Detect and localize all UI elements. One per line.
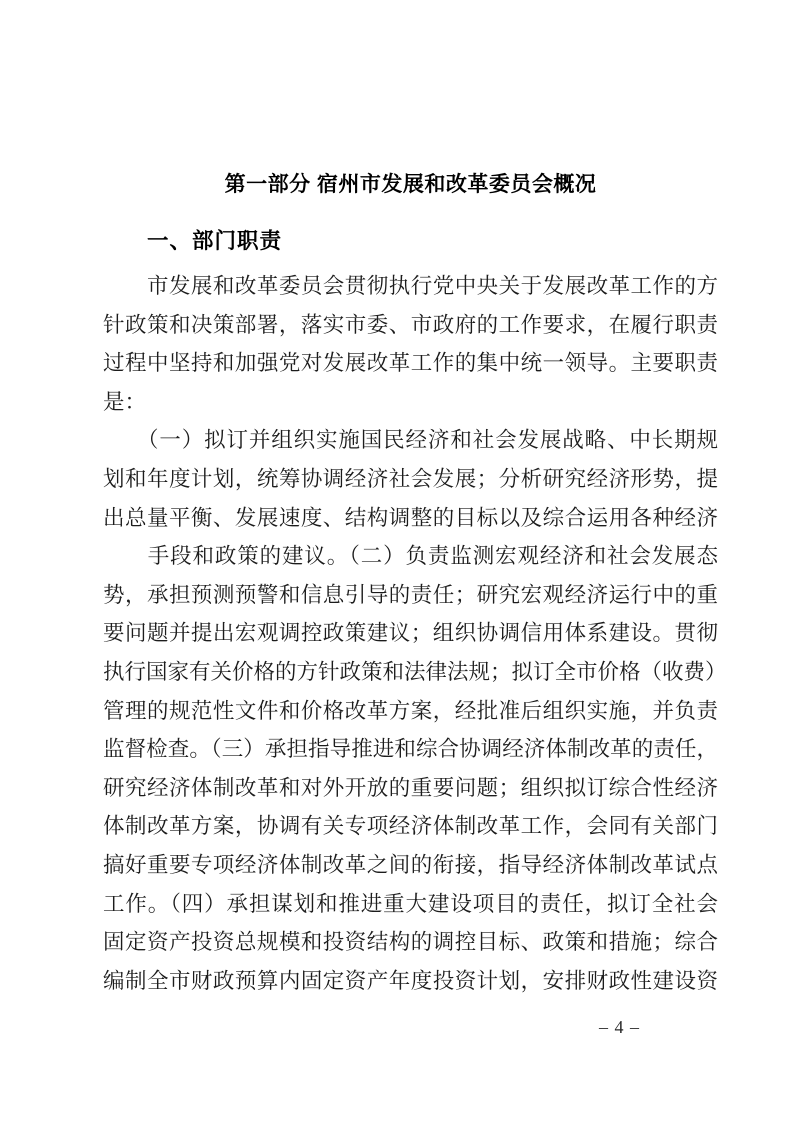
body-line: 体制改革方案，协调有关专项经济体制改革工作，会同有关部门 (103, 814, 718, 839)
body-line: 出总量平衡、发展速度、结构调整的目标以及综合运用各种经济 (103, 505, 718, 530)
body-line: 工作。（四）承担谋划和推进重大建设项目的责任，拟订全社会 (103, 891, 718, 916)
body-line: （一）拟订并组织实施国民经济和社会发展战略、中长期规 (103, 428, 718, 453)
body-line: 市发展和改革委员会贯彻执行党中央关于发展改革工作的方 (103, 274, 718, 298)
body-line: 是： (103, 389, 147, 414)
body-line: 过程中坚持和加强党对发展改革工作的集中统一领导。主要职责 (103, 351, 718, 376)
body-line: 编制全市财政预算内固定资产年度投资计划，安排财政性建设资 (103, 968, 718, 993)
page-title: 第一部分 宿州市发展和改革委员会概况 (224, 173, 597, 196)
body-line: 势，承担预测预警和信息引导的责任；研究宏观经济运行中的重 (103, 582, 718, 607)
body-line: 管理的规范性文件和价格改革方案，经批准后组织实施，并负责 (103, 698, 718, 723)
section-heading: 一、部门职责 (147, 229, 283, 253)
document-content (103, 0, 727, 1040)
body-line: 手段和政策的建议。（二）负责监测宏观经济和社会发展态 (103, 544, 718, 569)
body-line: 固定资产投资总规模和投资结构的调控目标、政策和措施；综合 (103, 930, 718, 955)
body-line: 监督检查。（三）承担指导推进和综合协调经济体制改革的责任， (103, 737, 718, 762)
body-line: 搞好重要专项经济体制改革之间的衔接，指导经济体制改革试点 (103, 852, 718, 877)
body-line: 针政策和决策部署，落实市委、市政府的工作要求，在履行职责 (103, 312, 718, 337)
body-line: 要问题并提出宏观调控政策建议；组织协调信用体系建设。贯彻 (103, 621, 718, 646)
page-number: – 4 – (599, 1017, 640, 1038)
body-text (103, 267, 727, 1000)
body-line: 执行国家有关价格的方针政策和法律法规；拟订全市价格（收费） (103, 659, 727, 684)
body-line: 研究经济体制改革和对外开放的重要问题；组织拟订综合性经济 (103, 775, 718, 800)
body-line: 划和年度计划，统筹协调经济社会发展；分析研究经济形势，提 (103, 466, 718, 491)
